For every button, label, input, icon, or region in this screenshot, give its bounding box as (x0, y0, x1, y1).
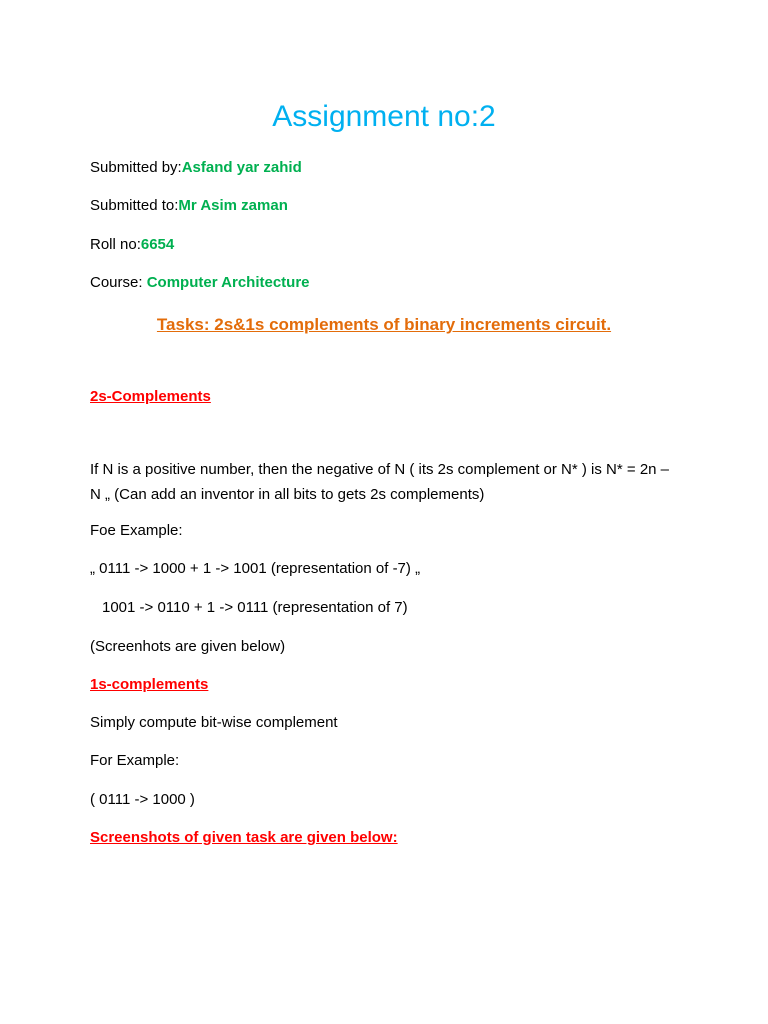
twos-complement-definition: If N is a positive number, then the negative of N ( its 2s complement or N* ) is N* = 2n – N „ (Can add an inventor in all bits to gets 2s complements) (90, 461, 670, 503)
twos-example-2: 1001 -> 0110 + 1 -> 0111 (representation of 7) (102, 599, 408, 616)
ones-example-label: For Example: (90, 752, 180, 769)
ones-complement-heading: 1s-complements (90, 676, 209, 693)
tasks-heading: Tasks: 2s&1s complements of binary increments circuit. (156, 315, 612, 334)
submitted-by-value: Asfand yar zahid (181, 159, 302, 176)
roll-no-line (90, 235, 174, 255)
ones-complement-heading-line (90, 675, 208, 695)
page-title: Assignment no:2 (272, 100, 496, 133)
ones-complement-definition: Simply compute bit-wise complement (90, 714, 338, 731)
submitted-by-label: Submitted by: (90, 159, 182, 176)
roll-no-label: Roll no: (90, 236, 141, 253)
twos-screenshots-note: (Screenhots are given below) (90, 638, 286, 655)
course-label: Course: (90, 274, 147, 291)
course-value: Computer Architecture (146, 274, 310, 291)
screenshots-heading-line (90, 828, 398, 848)
twos-example-label: Foe Example: (90, 522, 183, 539)
submitted-by-line (90, 158, 302, 178)
screenshots-heading: Screenshots of given task are given below: (90, 829, 398, 846)
course-line (90, 273, 310, 293)
submitted-to-value: Mr Asim zaman (178, 197, 288, 214)
submitted-to-label: Submitted to: (90, 197, 179, 214)
twos-complement-heading: 2s-Complements (90, 388, 211, 405)
twos-example-1: „ 0111 -> 1000 + 1 -> 1001 (representation of -7) „ (90, 560, 421, 577)
submitted-to-line (90, 196, 288, 216)
roll-no-value: 6654 (140, 236, 175, 253)
twos-complement-heading-line (90, 387, 211, 407)
ones-example-1: ( 0111 -> 1000 ) (90, 791, 195, 808)
